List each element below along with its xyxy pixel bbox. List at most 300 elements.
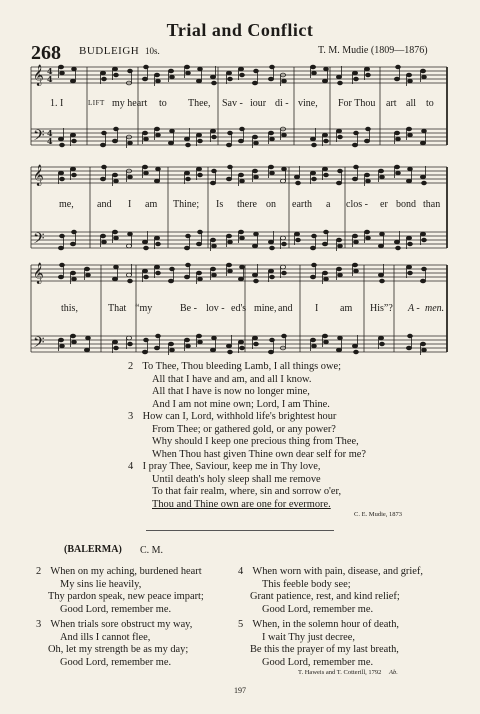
note-head — [238, 277, 243, 281]
note-head — [84, 267, 89, 271]
note-head — [60, 263, 65, 267]
note-head — [226, 344, 231, 348]
note-head — [310, 137, 315, 141]
note-head — [338, 81, 343, 85]
note-head — [198, 277, 203, 281]
stanza-line: When Thou hast given Thine own dear self for me? — [152, 448, 367, 460]
note-head — [270, 275, 275, 279]
note-head — [186, 234, 191, 238]
note-head — [422, 181, 427, 185]
balerma-stanza-3 — [36, 619, 193, 669]
note-head — [296, 238, 301, 242]
note-head — [240, 127, 245, 131]
stanza-line: Why should I keep one precious thing from Thee, — [152, 436, 359, 448]
note-head — [408, 334, 413, 338]
note-head — [252, 336, 257, 340]
note-head — [380, 175, 385, 179]
lyric-syllable: “my — [135, 303, 153, 314]
note-head — [102, 165, 107, 169]
note-head — [282, 133, 287, 137]
note-head — [380, 279, 385, 283]
note-head — [212, 81, 217, 85]
note-head — [408, 271, 413, 275]
note-head — [378, 336, 383, 340]
note-head — [126, 273, 131, 277]
lyric-syllable: 1. I — [50, 98, 64, 109]
note-head — [154, 73, 159, 77]
note-head — [60, 177, 65, 181]
note-head — [324, 340, 329, 344]
note-head — [366, 179, 371, 183]
note-head — [420, 232, 425, 236]
attribution-suffix: Ab. — [389, 669, 398, 676]
stanza-line: Good Lord, remember me. — [60, 603, 172, 615]
lyric-syllable: than — [423, 199, 441, 210]
note-head — [352, 143, 357, 147]
note-head — [336, 348, 341, 352]
note-head — [312, 177, 317, 181]
lyric-syllable: A - — [408, 303, 420, 314]
note-head — [212, 135, 217, 139]
note-head — [70, 167, 75, 171]
note-head — [312, 263, 317, 267]
note-head — [86, 336, 91, 340]
note-head — [72, 277, 77, 281]
note-head — [228, 77, 233, 81]
note-head — [112, 277, 117, 281]
note-head — [226, 177, 231, 181]
note-head — [60, 344, 65, 348]
note-head — [338, 169, 343, 173]
note-head — [212, 273, 217, 277]
note-head — [408, 242, 413, 246]
note-head — [406, 236, 411, 240]
note-head — [268, 77, 273, 81]
lyric-syllable: LIFT — [88, 99, 105, 107]
stanza-line: When trials sore obstruct my way, — [50, 619, 193, 630]
note-head — [394, 77, 399, 81]
note-head — [70, 334, 75, 338]
note-head — [322, 271, 327, 275]
note-head — [168, 69, 173, 73]
note-head — [144, 65, 149, 69]
balerma-stanza-5 — [238, 619, 400, 669]
note-head — [210, 129, 215, 133]
stanza-number: 2 — [36, 566, 42, 577]
note-head — [154, 265, 159, 269]
note-head — [406, 346, 411, 350]
lyric-syllable: Sav - — [222, 98, 243, 109]
note-head — [268, 240, 273, 244]
note-head — [354, 350, 359, 354]
note-head — [280, 236, 285, 240]
note-head — [170, 267, 175, 271]
note-head — [114, 265, 119, 269]
note-head — [252, 273, 257, 277]
note-head — [168, 279, 173, 283]
note-head — [58, 171, 63, 175]
stanza-line: This feeble body see; — [262, 578, 351, 590]
note-head — [196, 167, 201, 171]
note-head — [228, 240, 233, 244]
note-head — [268, 350, 273, 354]
lyric-syllable: my heart — [112, 98, 148, 109]
note-head — [228, 165, 233, 169]
note-head — [198, 173, 203, 177]
treble-clef-icon: 𝄞 — [33, 165, 44, 186]
note-head — [252, 169, 257, 173]
note-head — [112, 173, 117, 177]
tune-meter: C. M. — [140, 545, 164, 556]
divider — [146, 530, 334, 531]
lyric-syllable: mine, — [254, 303, 277, 314]
note-head — [252, 135, 257, 139]
note-head — [270, 246, 275, 250]
note-head — [422, 129, 427, 133]
note-head — [254, 69, 259, 73]
balerma-stanza-4 — [238, 566, 423, 616]
note-head — [196, 79, 201, 83]
stanza-line: And ills I cannot flee, — [60, 631, 151, 643]
lyric-syllable: For Thou — [338, 98, 376, 109]
note-head — [184, 171, 189, 175]
note-head — [240, 73, 245, 77]
note-head — [282, 79, 287, 83]
note-head — [310, 171, 315, 175]
note-head — [296, 181, 301, 185]
note-head — [396, 65, 401, 69]
note-head — [156, 133, 161, 137]
note-head — [170, 129, 175, 133]
stanza-line: And I am not mine own; Lord, I am Thine. — [152, 398, 330, 410]
lyric-syllable: am — [145, 199, 158, 210]
lyric-syllable: to — [426, 98, 434, 109]
note-head — [338, 244, 343, 248]
note-head — [336, 267, 341, 271]
note-head — [280, 265, 285, 269]
tune-heading: (BALERMA) — [64, 544, 122, 555]
note-head — [420, 141, 425, 145]
note-head — [310, 338, 315, 342]
attribution — [298, 669, 398, 676]
note-head — [252, 81, 257, 85]
note-head — [144, 171, 149, 175]
note-head — [294, 175, 299, 179]
note-head — [380, 342, 385, 346]
stanza-line: Grant patience, rest, and kind relief; — [250, 591, 400, 603]
stanza-line: To that fair realm, where, sin and sorrow o'er, — [152, 486, 342, 498]
note-head — [322, 133, 327, 137]
note-head — [196, 242, 201, 246]
note-head — [100, 71, 105, 75]
note-head — [422, 348, 427, 352]
note-head — [184, 275, 189, 279]
note-head — [268, 165, 273, 169]
balerma-stanza-2 — [36, 566, 204, 616]
note-head — [282, 271, 287, 275]
note-head — [142, 350, 147, 354]
note-head — [406, 179, 411, 183]
note-head — [186, 344, 191, 348]
note-head — [142, 165, 147, 169]
note-head — [352, 177, 357, 181]
note-head — [336, 129, 341, 133]
note-head — [142, 77, 147, 81]
note-head — [364, 67, 369, 71]
note-head — [338, 135, 343, 139]
note-head — [364, 173, 369, 177]
note-head — [240, 346, 245, 350]
stanza-line: To Thee, Thou bleeding Lamb, I all things owe; — [142, 361, 341, 372]
note-head — [324, 67, 329, 71]
note-head — [354, 269, 359, 273]
time-signature: 4 — [47, 136, 53, 146]
note-head — [312, 71, 317, 75]
note-head — [156, 334, 161, 338]
note-head — [84, 348, 89, 352]
lyric-syllable: men. — [425, 303, 445, 314]
bass-clef-icon: 𝄢 — [33, 230, 45, 251]
note-head — [210, 267, 215, 271]
note-head — [270, 171, 275, 175]
note-head — [366, 73, 371, 77]
note-head — [240, 265, 245, 269]
note-head — [336, 181, 341, 185]
note-head — [228, 269, 233, 273]
lyric-syllable: all — [406, 98, 416, 109]
note-head — [226, 143, 231, 147]
note-head — [366, 127, 371, 131]
note-head — [114, 127, 119, 131]
lyric-syllable: ed's — [231, 303, 247, 314]
note-head — [352, 344, 357, 348]
lyric-syllable: lov - — [206, 303, 225, 314]
lyric-syllable: me, — [59, 199, 74, 210]
note-head — [114, 346, 119, 350]
stanza-line: Good Lord, remember me. — [262, 603, 374, 615]
note-head — [144, 275, 149, 279]
stanza-line: When, in the solemn hour of death, — [252, 619, 400, 630]
lyric-syllable: and — [97, 199, 112, 210]
note-head — [294, 232, 299, 236]
note-head — [210, 348, 215, 352]
note-head — [324, 277, 329, 281]
note-head — [254, 141, 259, 145]
stanza-4 — [128, 461, 342, 511]
note-head — [212, 336, 217, 340]
note-head — [422, 267, 427, 271]
stanza-line: All that I have and am, and all I know. — [152, 373, 312, 385]
note-head — [128, 175, 133, 179]
note-head — [240, 179, 245, 183]
note-head — [184, 338, 189, 342]
note-head — [72, 67, 77, 71]
stanza-number: 3 — [36, 619, 42, 630]
note-head — [198, 139, 203, 143]
note-head — [324, 230, 329, 234]
time-signature: 4 — [47, 66, 53, 76]
note-head — [378, 273, 383, 277]
note-head — [406, 265, 411, 269]
note-head — [100, 234, 105, 238]
composer: T. M. Mudie (1809—1876) — [318, 45, 428, 56]
note-head — [364, 230, 369, 234]
stanza-line: Thy pardon speak, new peace impart; — [48, 591, 204, 603]
lyric-syllable: er — [380, 199, 388, 210]
note-head — [228, 131, 233, 135]
note-head — [322, 242, 327, 246]
note-head — [396, 171, 401, 175]
note-head — [238, 173, 243, 177]
note-head — [184, 246, 189, 250]
note-head — [156, 79, 161, 83]
note-head — [58, 338, 63, 342]
lyric-syllable: clos - — [346, 199, 368, 210]
note-head — [322, 79, 327, 83]
note-head — [270, 65, 275, 69]
note-head — [114, 236, 119, 240]
note-head — [70, 133, 75, 137]
stanza-line: From Thee; or gathered gold, or any power? — [152, 423, 336, 435]
stanza-number: 4 — [238, 566, 244, 577]
note-head — [58, 137, 63, 141]
note-head — [378, 169, 383, 173]
note-head — [102, 240, 107, 244]
note-head — [408, 79, 413, 83]
note-head — [354, 165, 359, 169]
lyric-syllable: His”? — [370, 303, 393, 314]
lyric-syllable: vine, — [298, 98, 318, 109]
note-head — [102, 77, 107, 81]
note-head — [196, 271, 201, 275]
lyric-syllable: earth — [292, 199, 312, 210]
note-head — [238, 340, 243, 344]
note-head — [210, 75, 215, 79]
note-head — [154, 127, 159, 131]
note-head — [408, 133, 413, 137]
note-head — [112, 340, 117, 344]
note-head — [198, 67, 203, 71]
note-head — [156, 271, 161, 275]
stanza-line: Good Lord, remember me. — [60, 656, 172, 668]
note-head — [354, 131, 359, 135]
note-head — [394, 165, 399, 169]
note-head — [270, 137, 275, 141]
note-head — [210, 238, 215, 242]
note-head — [394, 240, 399, 244]
note-head — [112, 139, 117, 143]
note-head — [154, 346, 159, 350]
note-head — [128, 232, 133, 236]
note-head — [312, 344, 317, 348]
note-head — [324, 139, 329, 143]
note-head — [186, 263, 191, 267]
stanza-number: 5 — [238, 619, 244, 630]
note-head — [72, 173, 77, 177]
note-head — [184, 137, 189, 141]
time-signature: 4 — [47, 128, 53, 138]
note-head — [238, 67, 243, 71]
note-head — [196, 334, 201, 338]
note-head — [212, 244, 217, 248]
note-head — [366, 236, 371, 240]
note-head — [352, 263, 357, 267]
note-head — [226, 234, 231, 238]
note-head — [168, 342, 173, 346]
note-head — [126, 244, 131, 248]
note-head — [252, 244, 257, 248]
lyric-syllable: That — [108, 303, 127, 314]
lyric-syllable: art — [386, 98, 397, 109]
note-head — [312, 234, 317, 238]
note-head — [408, 167, 413, 171]
note-head — [70, 242, 75, 246]
note-head — [420, 69, 425, 73]
note-head — [422, 238, 427, 242]
note-head — [70, 79, 75, 83]
note-head — [186, 143, 191, 147]
stanza-line: Be this the prayer of my last breath, — [250, 644, 399, 656]
note-head — [310, 275, 315, 279]
note-head — [254, 175, 259, 179]
note-head — [170, 75, 175, 79]
note-head — [58, 246, 63, 250]
note-head — [282, 167, 287, 171]
stanza-number: 4 — [128, 461, 134, 472]
treble-clef-icon: 𝄞 — [33, 65, 44, 86]
note-head — [420, 175, 425, 179]
hymn-number: 268 — [31, 42, 61, 64]
note-head — [114, 73, 119, 77]
lyric-syllable: di - — [275, 98, 289, 109]
lyric-syllable: there — [237, 199, 257, 210]
note-head — [186, 71, 191, 75]
stanza-line: Good Lord, remember me. — [262, 656, 374, 668]
note-head — [86, 273, 91, 277]
attribution-authors: T. Haweis and T. Cotterill, 1792 — [298, 669, 382, 676]
note-head — [396, 137, 401, 141]
note-head — [142, 269, 147, 273]
note-head — [170, 348, 175, 352]
lyric-syllable: a — [326, 199, 331, 210]
stanza-line: Until death's holy sleep shall me remove — [152, 473, 321, 485]
lyric-syllable: this, — [61, 303, 78, 314]
tune-meter: 10s. — [145, 46, 160, 56]
note-head — [254, 279, 259, 283]
note-head — [154, 236, 159, 240]
lyric-syllable: and — [278, 303, 293, 314]
note-head — [60, 71, 65, 75]
note-head — [254, 342, 259, 346]
note-head — [378, 244, 383, 248]
note-head — [324, 173, 329, 177]
tune-name: BUDLEIGH — [79, 45, 140, 57]
lyrics-system-3 — [0, 303, 480, 317]
note-head — [72, 139, 77, 143]
lyric-syllable: bond — [396, 199, 416, 210]
note-head — [336, 75, 341, 79]
note-head — [142, 240, 147, 244]
note-head — [282, 334, 287, 338]
note-head — [196, 133, 201, 137]
stanza-line: All that I have is now no longer mine, — [152, 386, 310, 398]
note-head — [310, 65, 315, 69]
lyric-syllable: Thee, — [188, 98, 211, 109]
note-head — [112, 67, 117, 71]
stanza-line: When on my aching, burdened heart — [50, 566, 202, 577]
note-head — [420, 279, 425, 283]
note-head — [226, 71, 231, 75]
